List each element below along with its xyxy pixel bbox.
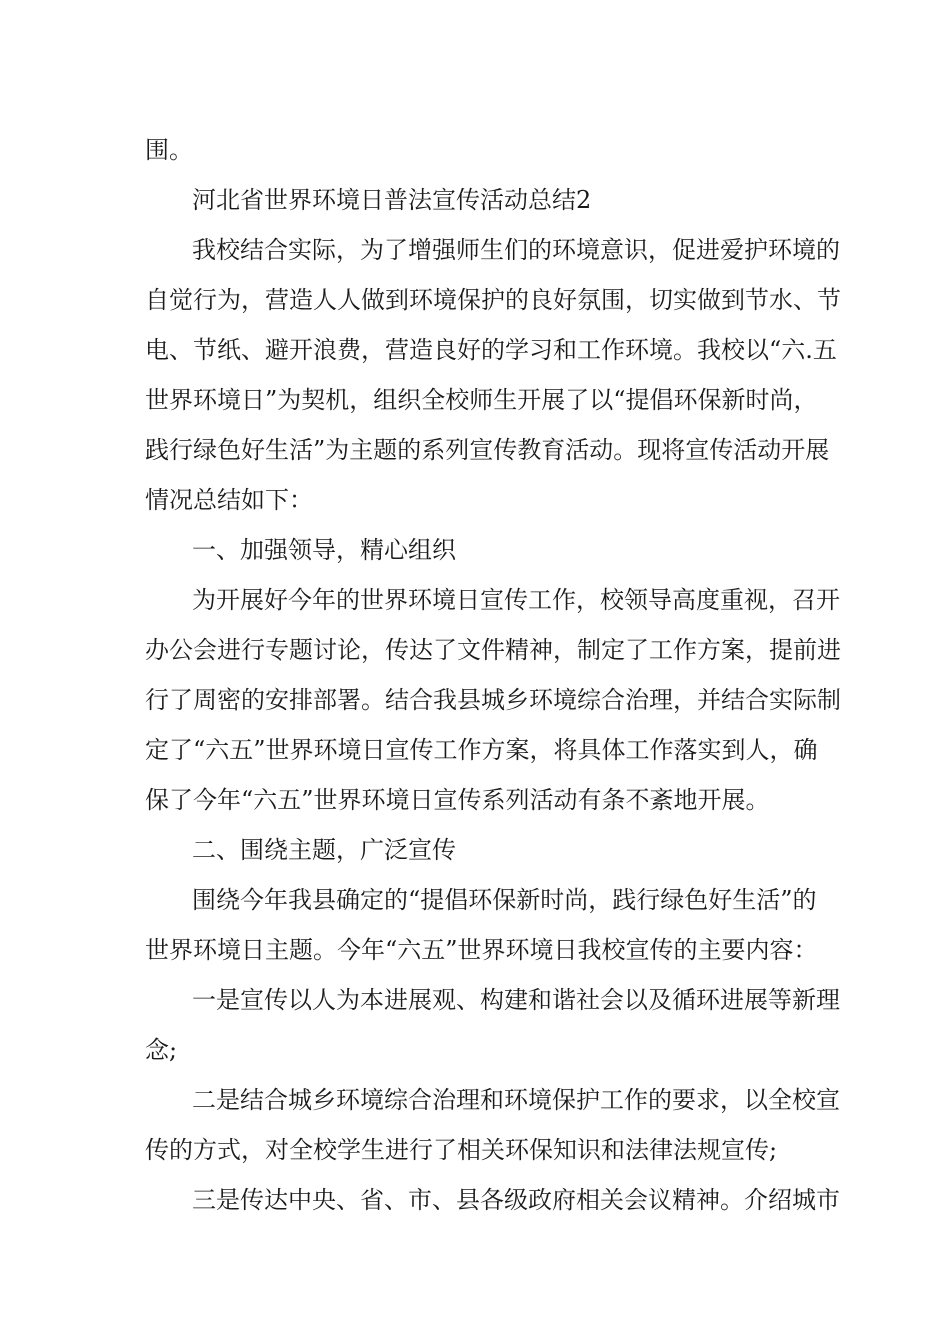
paragraph-line: 传的方式，对全校学生进行了相关环保知识和法律法规宣传; xyxy=(145,1136,778,1164)
paragraph-line: 电、节纸、避开浪费，营造良好的学习和工作环境。我校以“六.五 xyxy=(145,336,837,364)
paragraph-line: 围绕今年我县确定的“提倡环保新时尚，践行绿色好生活”的 xyxy=(192,886,817,914)
paragraph-line: 世界环境日主题。今年“六五”世界环境日我校宣传的主要内容： xyxy=(145,936,818,964)
paragraph-line: 保了今年“六五”世界环境日宣传系列活动有条不紊地开展。 xyxy=(145,786,770,814)
section-heading: 二、围绕主题，广泛宣传 xyxy=(192,836,456,864)
paragraph-line: 念; xyxy=(145,1036,178,1064)
paragraph-line: 三是传达中央、省、市、县各级政府相关会议精神。介绍城市 xyxy=(192,1186,840,1214)
paragraph-line: 一是宣传以人为本进展观、构建和谐社会以及循环进展等新理 xyxy=(192,986,840,1014)
text-line-continuation: 围。 xyxy=(145,136,193,164)
paragraph-line: 自觉行为，营造人人做到环境保护的良好氛围，切实做到节水、节 xyxy=(145,286,841,314)
paragraph-line: 我校结合实际，为了增强师生们的环境意识，促进爱护环境的 xyxy=(192,236,840,264)
paragraph-line: 定了“六五”世界环境日宣传工作方案，将具体工作落实到人，确 xyxy=(145,736,818,764)
section-heading: 一、加强领导，精心组织 xyxy=(192,536,456,564)
paragraph-line: 践行绿色好生活”为主题的系列宣传教育活动。现将宣传活动开展 xyxy=(145,436,830,464)
paragraph-line: 世界环境日”为契机，组织全校师生开展了以“提倡环保新时尚， xyxy=(145,386,818,414)
paragraph-line: 行了周密的安排部署。结合我县城乡环境综合治理，并结合实际制 xyxy=(145,686,841,714)
section-title: 河北省世界环境日普法宣传活动总结2 xyxy=(192,186,592,214)
paragraph-line: 情况总结如下： xyxy=(145,486,313,514)
paragraph-line: 办公会进行专题讨论，传达了文件精神，制定了工作方案，提前进 xyxy=(145,636,841,664)
paragraph-line: 二是结合城乡环境综合治理和环境保护工作的要求，以全校宣 xyxy=(192,1086,840,1114)
paragraph-line: 为开展好今年的世界环境日宣传工作，校领导高度重视，召开 xyxy=(192,586,840,614)
